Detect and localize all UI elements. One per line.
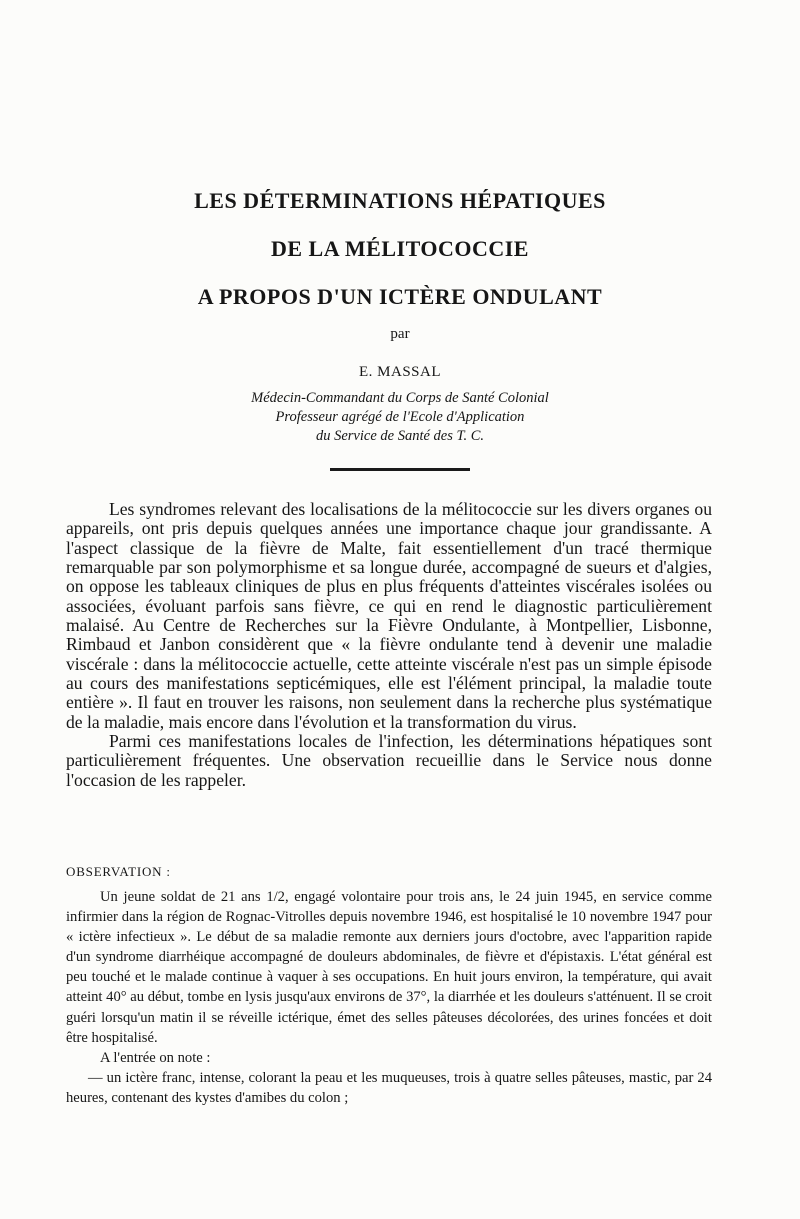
author-affiliation-1: Médecin-Commandant du Corps de Santé Colonial xyxy=(251,390,549,406)
observation-heading: OBSERVATION : xyxy=(66,864,171,879)
author-name: E. MASSAL xyxy=(358,364,441,380)
observation-paragraph-3: — un ictère franc, intense, colorant la peau et les muqueuses, trois à quatre selles pâteuses, mastic, par 24 heures, contenant des kystes d'amibes du colon ; xyxy=(66,1069,712,1106)
author-affiliation-3: du Service de Santé des T. C. xyxy=(315,428,485,444)
title-line-2: DE LA MÉLITOCOCCIE xyxy=(271,236,529,261)
author-affiliation-2: Professeur agrégé de l'Ecole d'Application xyxy=(275,409,525,425)
title-line-1: LES DÉTERMINATIONS HÉPATIQUES xyxy=(194,188,606,213)
byline-par: par xyxy=(390,326,410,342)
title-line-3: A PROPOS D'UN ICTÈRE ONDULANT xyxy=(197,284,603,309)
title-separator-rule xyxy=(330,468,470,471)
observation-text xyxy=(66,887,712,1108)
intro-paragraph-2: Parmi ces manifestations locales de l'infection, les déterminations hépatiques sont particulièrement fréquentes. Une observation recueillie dans le Service nous donne l'occasion de les rappeler. xyxy=(66,731,712,790)
observation-paragraph-1: Un jeune soldat de 21 ans 1/2, engagé volontaire pour trois ans, le 24 juin 1945, en service comme infirmier dans la région de Rognac-Vitrolles depuis novembre 1946, est hospitalisé le 10 novembre 1947 pour « ictère infectieux ». Le début de sa maladie remonte aux derniers jours d'octobre, avec l'apparition rapide d'un syndrome diarrhéique accompagné de douleurs abdominales, de fièvre et d'épistaxis. L'état général est peu touché et le malade continue à vaquer à ses occupations. En huit jours environ, la température, qui avait atteint 40° au début, tombe en lysis jusqu'aux environs de 37°, la diarrhée et les douleurs s'atténuent. Il se croit guéri lorsqu'un matin il se réveille ictérique, émet des selles pâteuses décolorées, des urines foncées et doit être hospitalisé. xyxy=(66,889,712,1046)
intro-paragraph-1: Les syndromes relevant des localisations de la mélitococcie sur les divers organes ou appareils, ont pris depuis quelques années une importance chaque jour grandissante. A l'aspect classique de la fièvre de Malte, fait essentiellement d'un tracé thermique remarquable par son polymorphisme et sa longue durée, accompagné de sueurs et d'algies, on oppose les tableaux cliniques de plus en plus fréquents d'atteintes viscérales isolées ou associées, évoluant parfois sans fièvre, ce qui en rend le diagnostic particulièrement malaisé. Au Centre de Recherches sur la Fièvre Ondulante, à Montpellier, Lisbonne, Rimbaud et Janbon considèrent que « la fièvre ondulante tend à devenir une maladie viscérale : dans la mélitococcie actuelle, cette atteinte viscérale n'est pas un simple épisode au cours des manifestations septicémiques, elle est l'élément principal, la maladie toute entière ». Il faut en trouver les raisons, non seulement dans la recherche plus systématique de la maladie, mais encore dans l'évolution et la transformation du virus. xyxy=(66,499,712,732)
observation-paragraph-2: A l'entrée on note : xyxy=(100,1049,211,1066)
introduction-text xyxy=(66,500,712,790)
